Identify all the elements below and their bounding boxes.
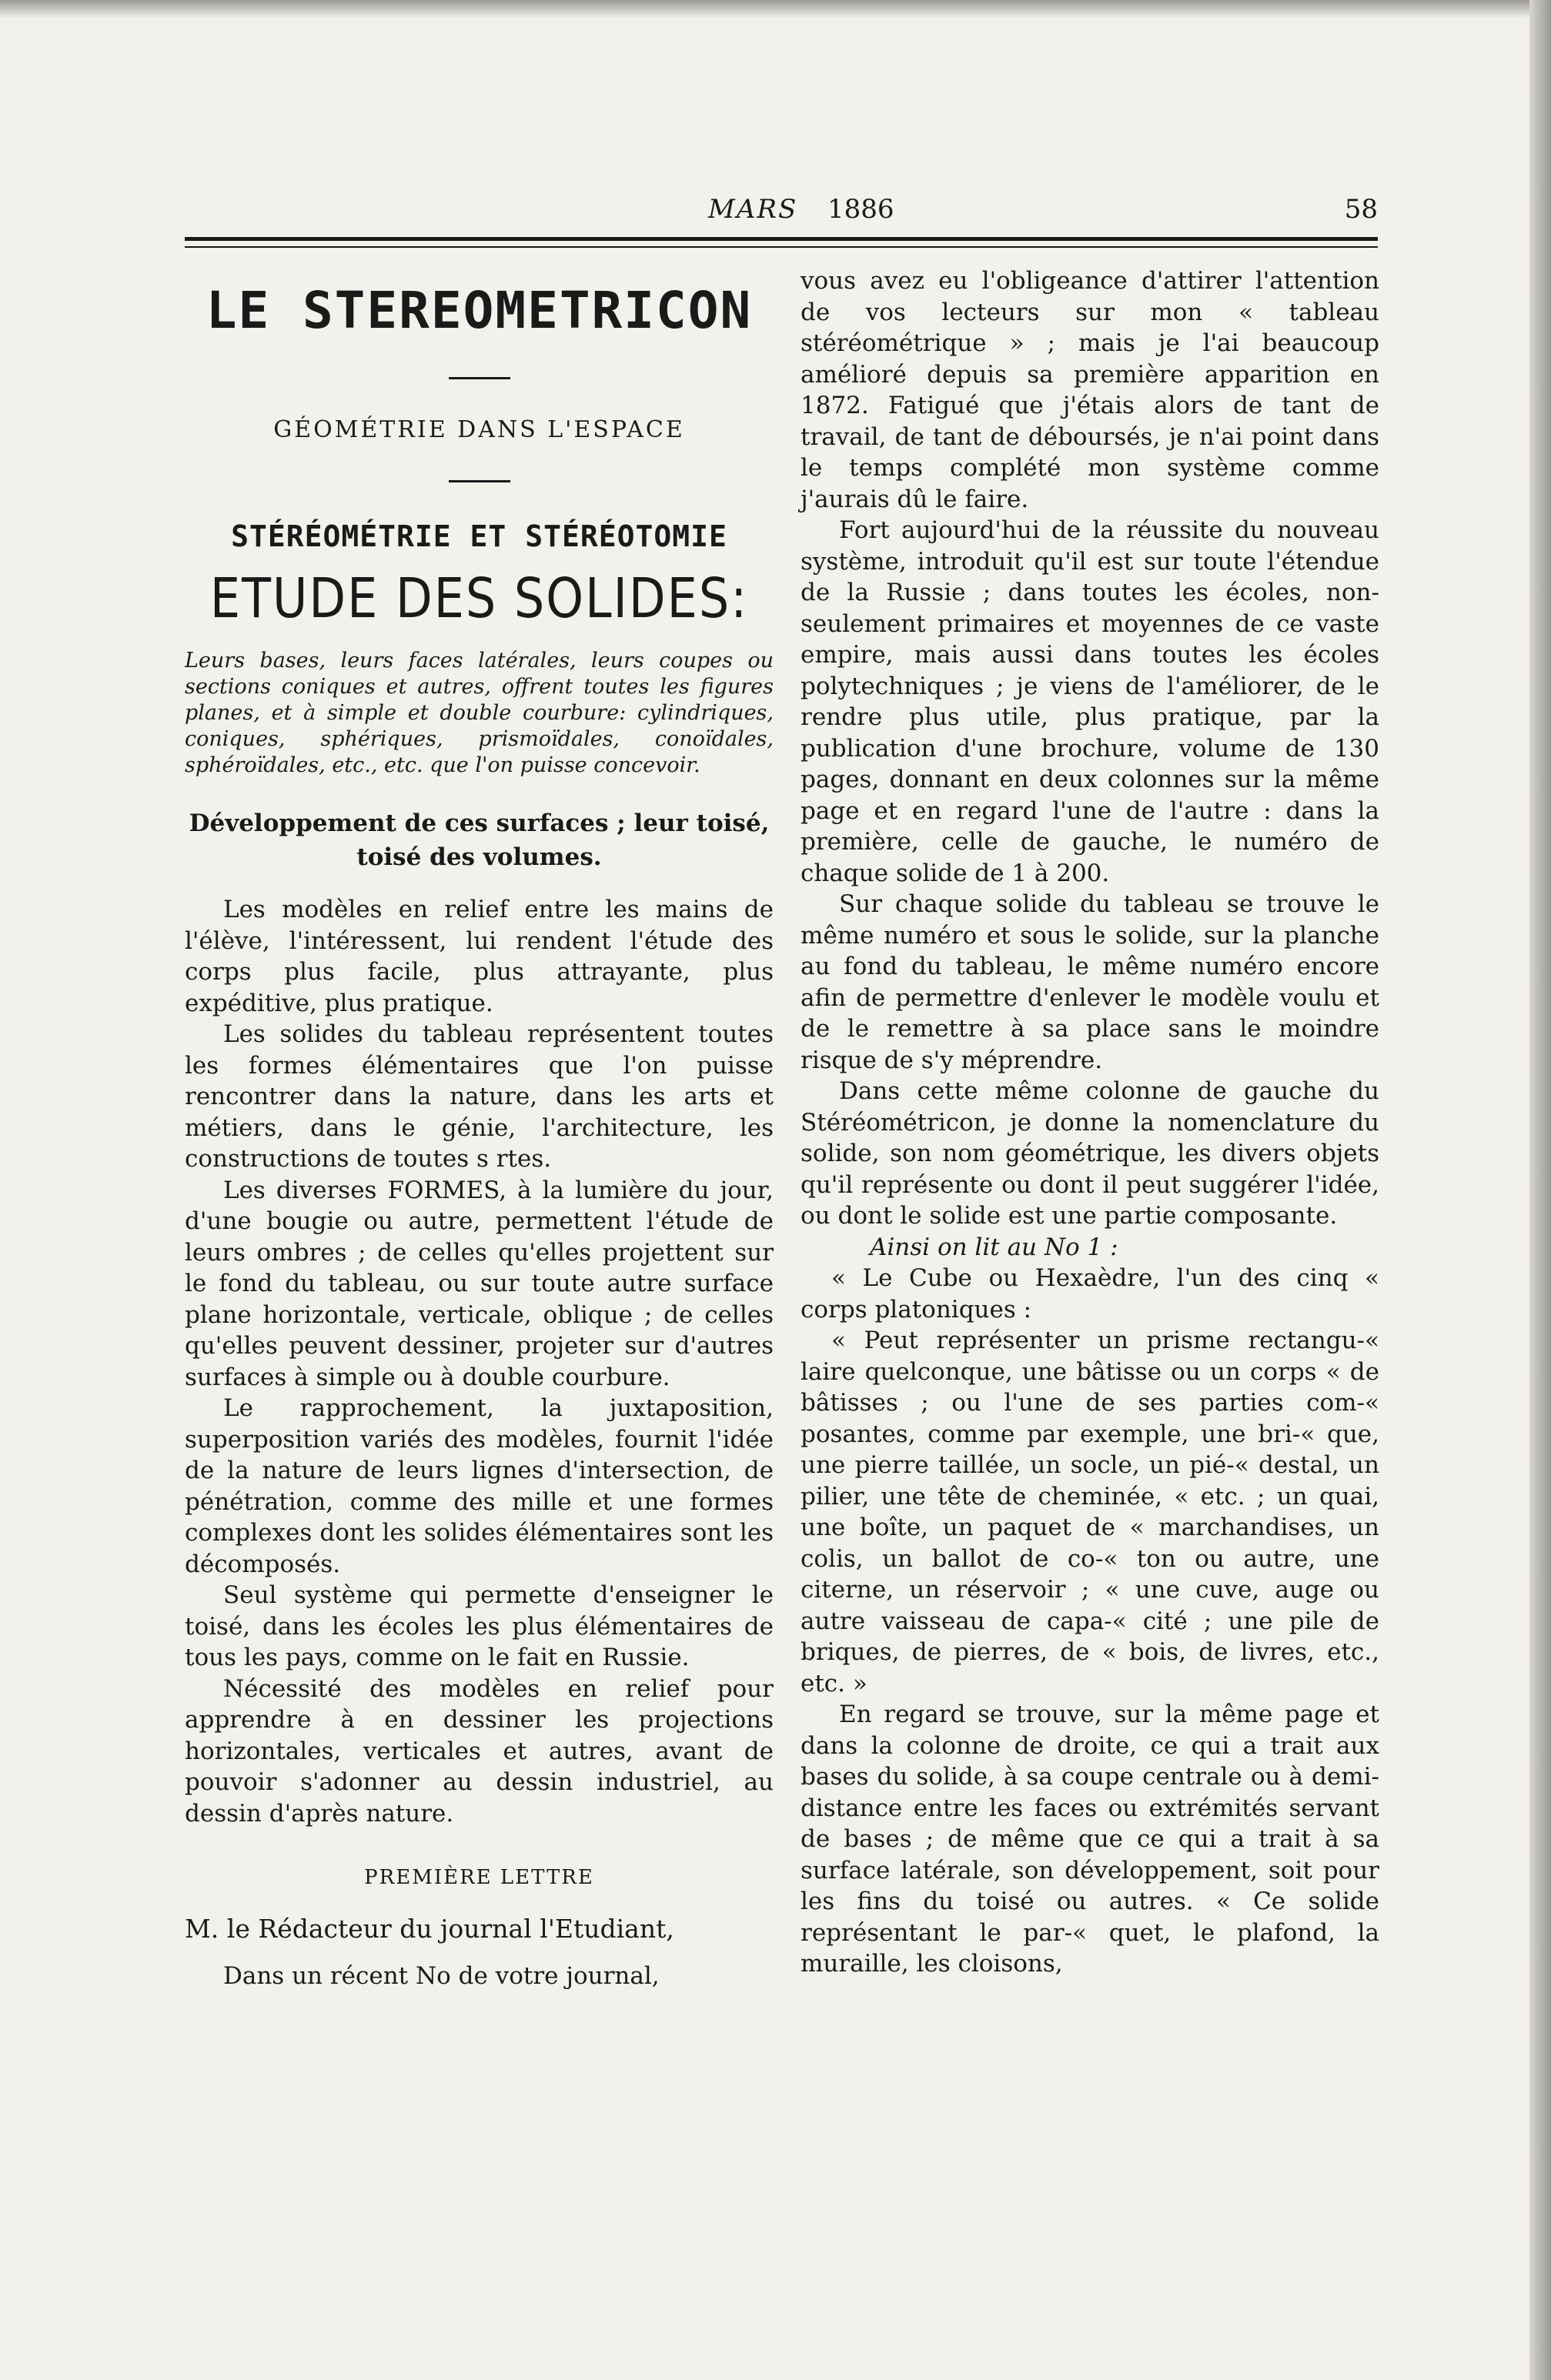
left-column	[185, 265, 774, 1992]
paragraph: Les solides du tableau représentent toutes les formes élémentaires que l'on puisse rencontrer dans la nature, dans les arts et métiers, dans le génie, l'architecture, les constructions de toutes s rtes.	[185, 1020, 774, 1173]
header-rule-thin	[185, 246, 1378, 248]
divider	[449, 480, 510, 482]
paragraph: Dans cette même colonne de gauche du Stéréométricon, je donne la nomenclature du solide, son nom géométrique, les divers objets qu'il représente ou dont il peut suggérer l'idée, ou dont le solide est une partie composante.	[801, 1077, 1379, 1230]
header-year: 1886	[827, 194, 894, 225]
quote-paragraph: « Le Cube ou Hexaèdre, l'un des cinq « corps platoniques :	[801, 1264, 1379, 1324]
paragraph: Les diverses FORMES, à la lumière du jour, d'une bougie ou autre, permettent l'étude de leurs ombres ; de celles qu'elles projettent sur le fond du tableau, ou sur toute autre surface plane horizontale, verticale, oblique ; de celles qu'elles peuvent dessiner, projeter sur d'autres surfaces à simple ou à double courbure.	[185, 1176, 774, 1391]
paragraph: Le rapprochement, la juxtaposition, superposition variés des modèles, fournit l'idée de la nature de leurs lignes d'intersection, de pénétration, comme des mille et une formes complexes dont les solides élémentaires sont les décomposés.	[185, 1394, 774, 1578]
paragraph: En regard se trouve, sur la même page et dans la colonne de droite, ce qui a trait aux bases du solide, à sa coupe centrale ou à demi-distance entre les faces ou extrémités servant de bases ; de même que ce qui a trait à sa surface latérale, son développement, soit pour les fins du toisé ou autres. « Ce solide représentant le par-« quet, le plafond, la muraille, les cloisons,	[801, 1701, 1379, 1978]
paragraph: vous avez eu l'obligeance d'attirer l'attention de vos lecteurs sur mon « tableau stéréométrique » ; mais je l'ai beaucoup amélioré depuis sa première apparition en 1872. Fatigué que j'étais alors de tant de travail, de tant de déboursés, je n'ai point dans le temps complété mon système comme j'aurais dû le faire.	[801, 267, 1379, 513]
paragraph: Sur chaque solide du tableau se trouve le même numéro et sous le solide, sur la planche au fond du tableau, le même numéro encore afin de permettre d'enlever le modèle voulu et de le remettre à sa place sans le moindre risque de s'y méprendre.	[801, 890, 1379, 1074]
right-column	[801, 265, 1379, 1980]
page-number: 58	[1344, 194, 1378, 225]
quote-paragraph: « Peut représenter un prisme rectangu-« laire quelconque, une bâtisse ou un corps « de bâtisses ; ou l'une de ses parties com-« posantes, comme par exemple, une bri-« que, une pierre taillée, un socle, un pié-« destal, un pilier, une tête de cheminée, « etc. ; un quai, une boîte, un paquet de « marchandises, un colis, un ballot de co-« ton ou autre, une citerne, un réservoir ; « une cuve, auge ou autre vaisseau de capa-« cité ; une pile de briques, de pierres, de « bois, de livres, etc., etc. »	[801, 1327, 1379, 1697]
header-month: MARS	[708, 194, 798, 225]
divider	[449, 377, 510, 379]
quote-intro: Ainsi on lit au No 1 :	[870, 1233, 1118, 1261]
paragraph: Les modèles en relief entre les mains de l'élève, l'intéressent, lui rendent l'étude des corps plus facile, plus attrayante, plus expéditive, plus pratique.	[185, 896, 774, 1017]
section-heading: STÉRÉOMÉTRIE ET STÉRÉOTOMIE	[231, 519, 727, 553]
paragraph: Dans un récent No de votre journal,	[223, 1962, 660, 1990]
scan-edge-right	[1529, 0, 1551, 2380]
letter-heading: PREMIÈRE LETTRE	[364, 1866, 594, 1889]
header-rule	[185, 237, 1378, 241]
study-title: ETUDE DES SOLIDES:	[209, 566, 749, 631]
salutation: M. le Rédacteur du journal l'Etudiant,	[185, 1914, 674, 1944]
paragraph: Nécessité des modèles en relief pour apprendre à en dessiner les projections horizontales, verticales et autres, avant de pouvoir s'adonner au dessin industriel, au dessin d'après nature.	[185, 1674, 774, 1828]
bold-subheading: Développement de ces surfaces ; leur toisé, toisé des volumes.	[189, 809, 770, 871]
italic-summary: Leurs bases, leurs faces latérales, leurs coupes ou sections coniques et autres, offrent toutes les figures planes, et à simple et double courbure: cylindriques, coniques, sphériques, prismoïdales, conoïdales, sphéroïdales, etc., etc. que l'on puisse concevoir.	[185, 649, 774, 777]
article-title: LE STEREOMETRICON	[206, 281, 753, 340]
article-subtitle: GÉOMÉTRIE DANS L'ESPACE	[273, 416, 685, 443]
paragraph: Fort aujourd'hui de la réussite du nouveau système, introduit qu'il est sur toute l'étendue de la Russie ; dans toutes les écoles, non-seulement primaires et moyennes de ce vaste empire, mais aussi dans toutes les écoles polytechniques ; je viens de l'améliorer, de le rendre plus utile, plus pratique, par la publication d'une brochure, volume de 130 pages, donnant en deux colonnes sur la même page et en regard l'une de l'autre : dans la première, celle de gauche, le numéro de chaque solide de 1 à 200.	[801, 516, 1379, 887]
scan-edge-top	[0, 0, 1551, 18]
paragraph: Seul système qui permette d'enseigner le toisé, dans les écoles les plus élémentaires de tous les pays, comme on le fait en Russie.	[185, 1581, 774, 1671]
page-header	[185, 194, 1378, 240]
